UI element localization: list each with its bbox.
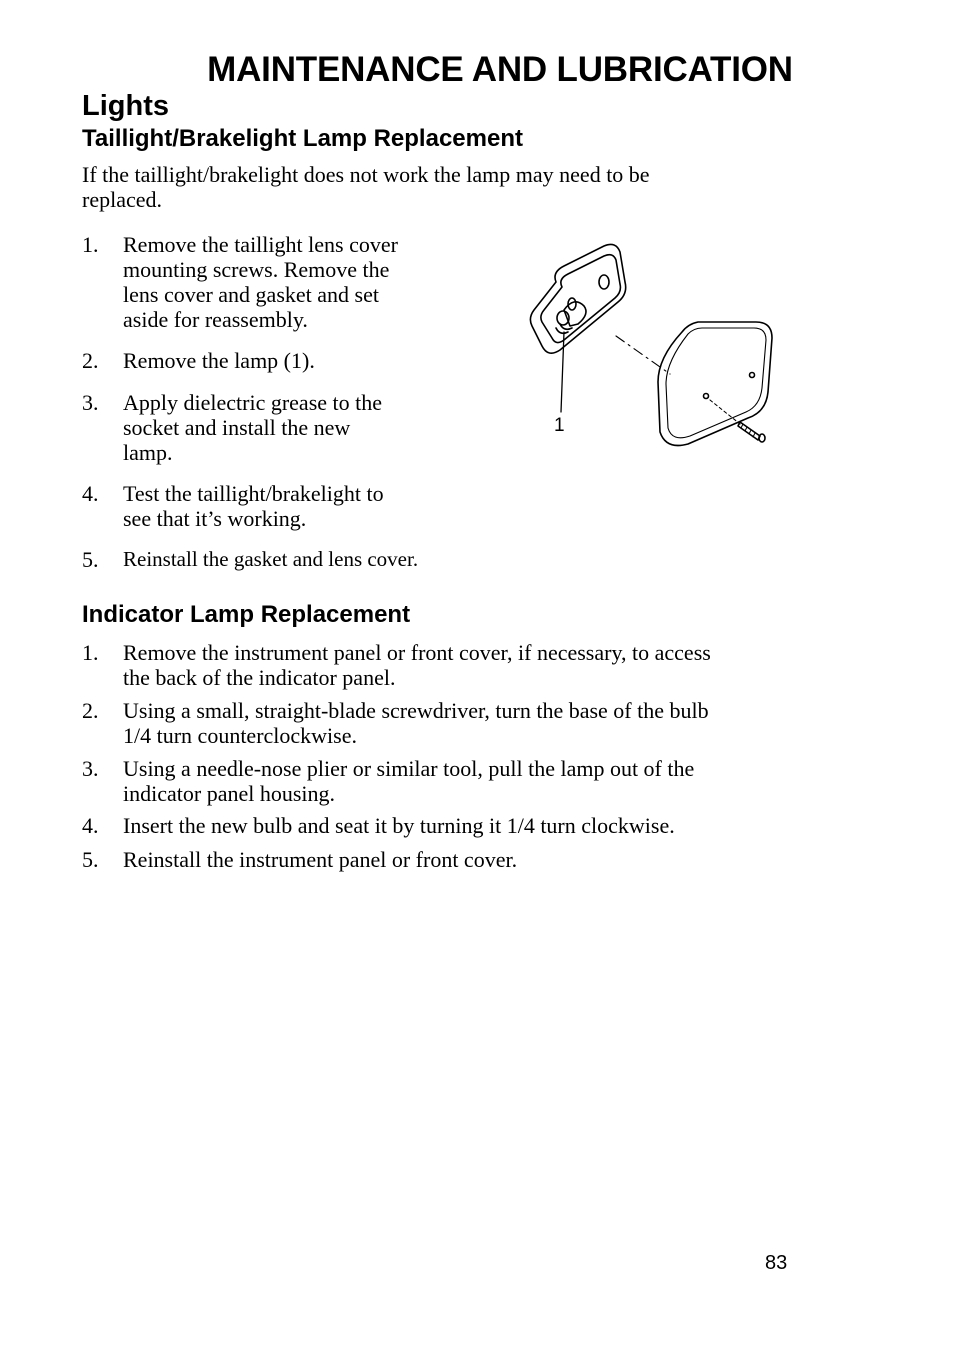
step-text	[123, 847, 517, 872]
step-line: Apply dielectric grease to the	[123, 390, 383, 415]
step-number: 2.	[82, 698, 99, 723]
step-line: Remove the lamp (1).	[123, 348, 315, 373]
step-line: Using a needle-nose plier or similar tool, pull the lamp out of the	[123, 756, 695, 781]
step-line: Reinstall the gasket and lens cover.	[123, 547, 419, 571]
step-text	[123, 698, 709, 748]
step-number: 1.	[82, 232, 99, 257]
step-number: 2.	[82, 348, 99, 373]
lens-hole-lower	[704, 394, 709, 399]
step-number: 4.	[82, 813, 99, 838]
callout-leader	[561, 332, 564, 412]
step-line: Test the taillight/brakelight to	[123, 481, 384, 506]
subsection-title-taillight: Taillight/Brakelight Lamp Replacement	[82, 125, 523, 152]
lens-cover-inner	[666, 328, 766, 438]
step-line: Reinstall the instrument panel or front cover.	[123, 847, 518, 872]
step-line: 1/4 turn counterclockwise.	[123, 723, 357, 748]
step-line: aside for reassembly.	[123, 307, 308, 332]
page-number: 83	[765, 1252, 788, 1274]
housing-boss-right	[599, 275, 609, 289]
subsection-title-indicator: Indicator Lamp Replacement	[82, 601, 411, 628]
step-text	[123, 547, 418, 572]
step-line: lens cover and gasket and set	[123, 282, 379, 307]
step-line: indicator panel housing.	[123, 781, 336, 806]
taillight-intro-line-2: replaced.	[82, 187, 162, 212]
step-text	[123, 640, 711, 690]
section-title-lights: Lights	[82, 90, 169, 122]
taillight-intro-line-1: If the taillight/brakelight does not work the lamp may need to be	[82, 162, 650, 187]
step-text	[123, 232, 398, 332]
step-text	[123, 390, 382, 465]
step-line: Insert the new bulb and seat it by turning it 1/4 turn clockwise.	[123, 813, 675, 838]
screw-path	[710, 400, 740, 424]
step-line: mounting screws. Remove the	[123, 257, 390, 282]
taillight-diagram	[520, 232, 790, 452]
step-line: see that it’s working.	[123, 506, 307, 531]
housing-outline	[530, 244, 625, 353]
lens-cover-outline	[658, 322, 772, 446]
step-line: Remove the taillight lens cover	[123, 232, 398, 257]
housing-inner	[541, 255, 621, 343]
step-number: 4.	[82, 481, 99, 506]
step-line: Remove the instrument panel or front cover, if necessary, to access	[123, 640, 711, 665]
step-line: socket and install the new	[123, 415, 351, 440]
step-text	[123, 756, 694, 806]
step-number: 5.	[82, 847, 99, 872]
callout-label: 1	[554, 415, 565, 436]
step-number: 5.	[82, 547, 99, 572]
step-text	[123, 348, 315, 373]
lens-hole-upper	[750, 373, 755, 378]
step-line: Using a small, straight-blade screwdriver, turn the base of the bulb	[123, 698, 709, 723]
step-number: 1.	[82, 640, 99, 665]
step-line: the back of the indicator panel.	[123, 665, 396, 690]
step-number: 3.	[82, 390, 99, 415]
taillight-illustration	[520, 232, 790, 452]
step-number: 3.	[82, 756, 99, 781]
page-title: MAINTENANCE AND LUBRICATION	[207, 50, 793, 89]
screw-shank	[738, 422, 760, 440]
taillight-intro	[82, 162, 782, 212]
step-line: lamp.	[123, 440, 173, 465]
screw-head	[759, 434, 765, 442]
step-text	[123, 813, 675, 838]
alignment-line	[616, 336, 670, 374]
step-text	[123, 481, 384, 531]
